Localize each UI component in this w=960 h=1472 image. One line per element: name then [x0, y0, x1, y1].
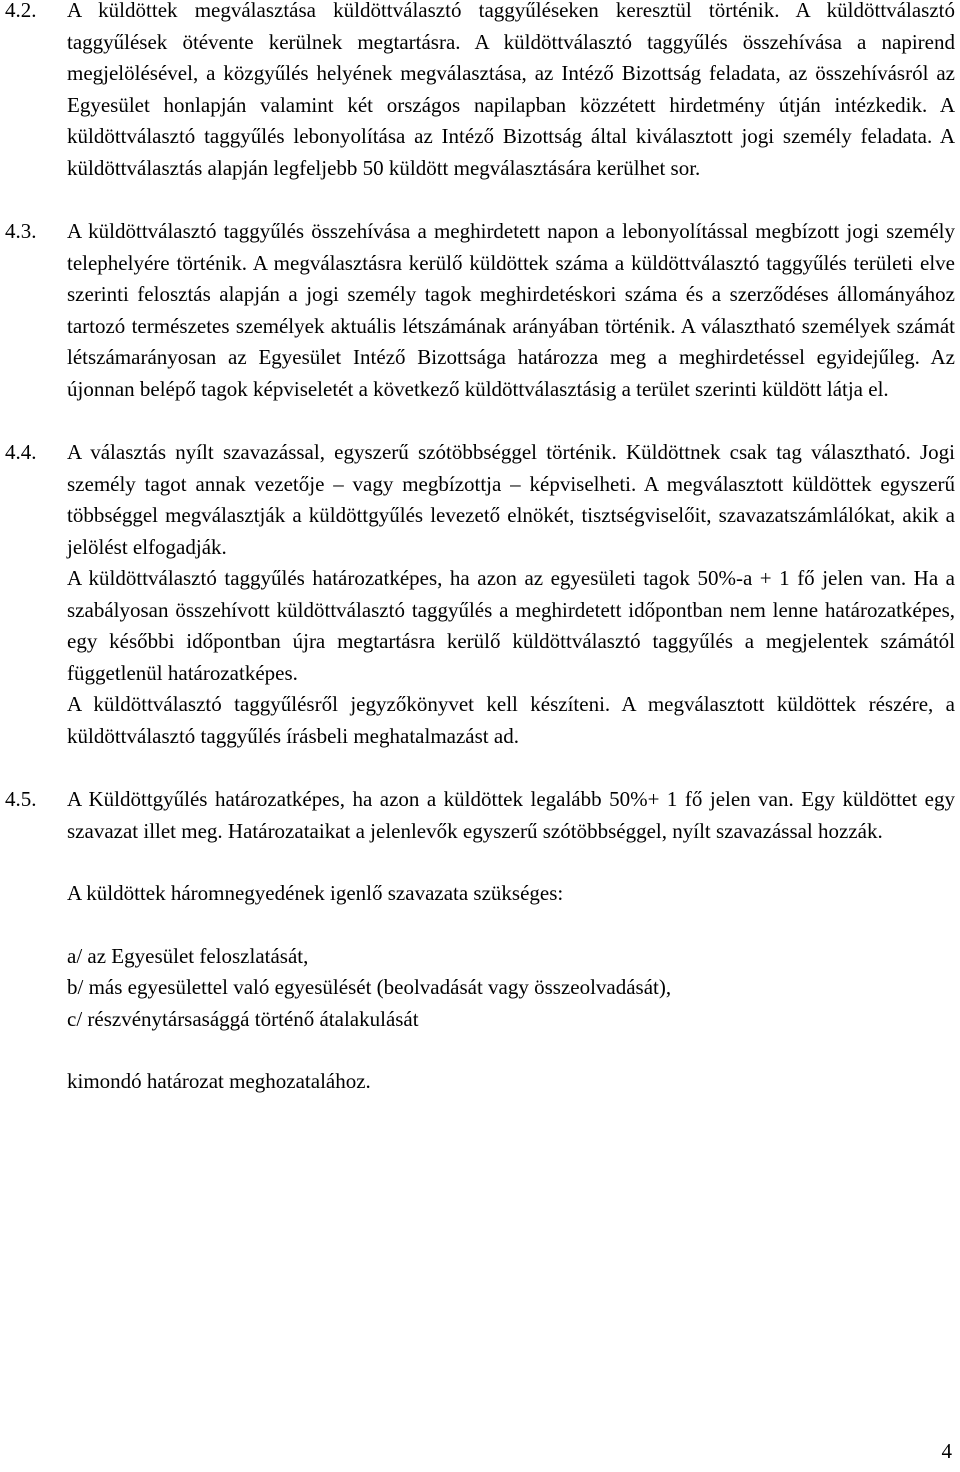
section-4-5 [5, 784, 955, 847]
section-paragraph: A küldöttválasztó taggyűlésről jegyzőkönyvet kell készíteni. A megválasztott küldöttek részére, a küldöttválasztó taggyűlés írásbeli meghatalmazást ad. [67, 692, 955, 748]
list-item: c/ részvénytársasággá történő átalakulását [67, 1006, 419, 1031]
section-paragraph: A küldöttválasztó taggyűlés határozatképes, ha azon az egyesületi tagok 50%-a + 1 fő jelen van. Ha a szabályosan összehívott küldöttválasztó taggyűlés a meghirdetett időpontban nem lenne határozatképes, egy későbbi időpontban újra megtartásra kerülő küldöttválasztó taggyűlés a megjelentek számától függetlenül határozatképes. [67, 566, 955, 685]
list-item: b/ más egyesülettel való egyesülését (beolvadását vagy összeolvadását), [67, 975, 672, 999]
section-4-3 [5, 216, 955, 405]
section-number: 4.4. [5, 440, 37, 464]
page-number: 4 [941, 1439, 952, 1463]
closing-text: kimondó határozat meghozatalához. [67, 1069, 371, 1093]
quorum-intro: A küldöttek háromnegyedének igenlő szavazata szükséges: [67, 881, 564, 905]
section-number: 4.3. [5, 219, 37, 243]
section-number: 4.5. [5, 787, 37, 811]
decision-list [5, 941, 955, 1036]
section-text: A Küldöttgyűlés határozatképes, ha azon a küldöttek legalább 50%+ 1 fő jelen van. Egy küldöttet egy szavazat illet meg. Határozataikat a jelenlevők egyszerű szótöbbséggel, nyílt szavazással hozzák. [67, 787, 955, 843]
section-text: A küldöttválasztó taggyűlés összehívása a meghirdetett napon a lebonyolítással megbízott jogi személy telephelyére történik. A megválasztásra kerülő küldöttek száma a küldöttválasztó taggyűlés területi elve szerinti felosztás alapján a jogi személy tagok meghirdetéskori száma és a szerződéses állományához tartozó természetes személyek aktuális létszámának arányában történik. A választható személyek számát létszámarányosan az Egyesület Intéző Bizottsága határozza meg a meghirdetéssel egyidejűleg. Az újonnan belépő tagok képviseletét a következő küldöttválasztásig a terület szerinti küldött látja el. [67, 219, 955, 401]
section-text: A küldöttek megválasztása küldöttválasztó taggyűléseken keresztül történik. A küldöttválasztó taggyűlések ötévente kerülnek megtartásra. A küldöttválasztó taggyűlés összehívása a napirend megjelölésével, a közgyűlés helyének megválasztása, az Intéző Bizottság feladata, az összehívásról az Egyesület honlapján valamint két országos napilapban közzétett hirdetmény útján intézkedik. A küldöttválasztó taggyűlés lebonyolítása az Intéző Bizottság által kiválasztott jogi személy feladata. A küldöttválasztás alapján legfeljebb 50 küldött megválasztására kerülhet sor. [67, 0, 955, 180]
section-4-2 [5, 0, 955, 184]
section-text: A választás nyílt szavazással, egyszerű szótöbbséggel történik. Küldöttnek csak tag választható. Jogi személy tagot annak vezetője – vagy megbízottja – képviselheti. A megválasztott küldöttek egyszerű többséggel megválasztják a küldöttgyűlés levezető elnökét, tisztségviselőit, szavazatszámlálókat, akik a jelölést elfogadják. [67, 440, 955, 559]
section-number: 4.2. [5, 0, 37, 22]
section-4-4 [5, 437, 955, 752]
list-item: a/ az Egyesület feloszlatását, [67, 943, 309, 968]
